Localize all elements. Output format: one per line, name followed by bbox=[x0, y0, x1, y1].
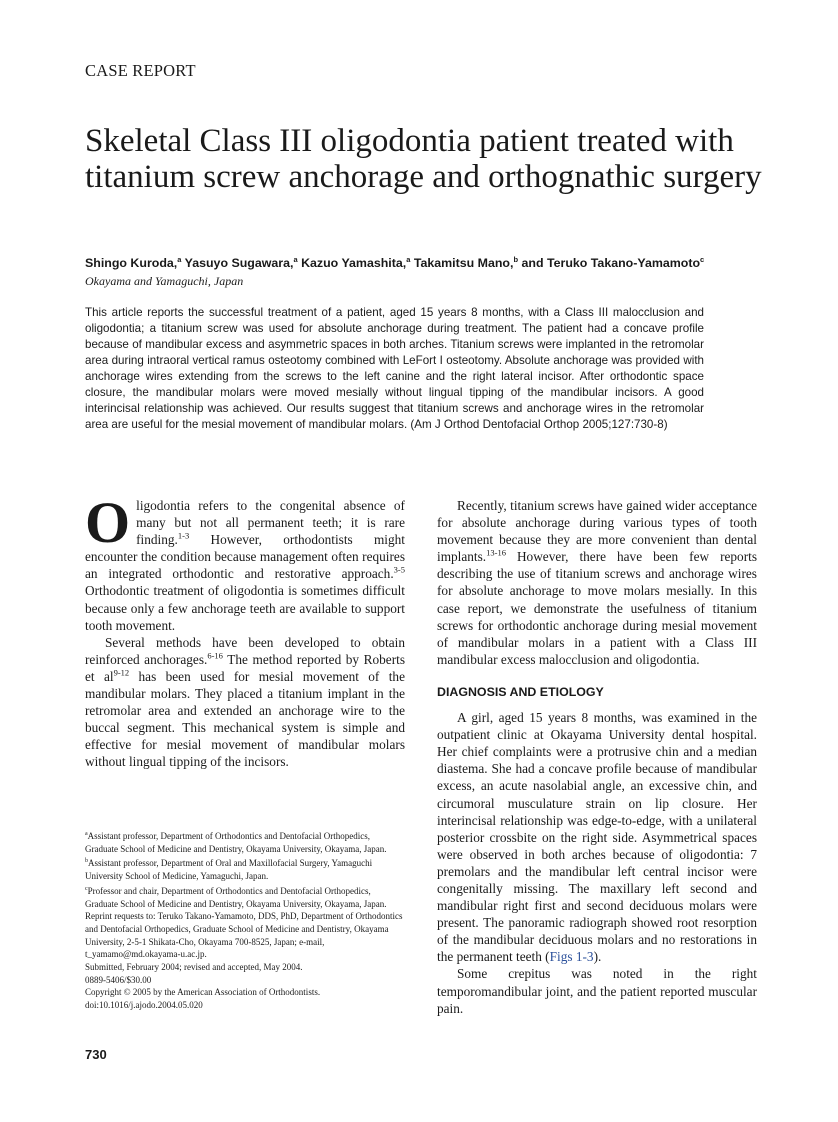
body-paragraph bbox=[85, 634, 405, 771]
footnote bbox=[85, 855, 405, 882]
body-column-left bbox=[85, 490, 405, 771]
body-text: ). bbox=[593, 949, 602, 965]
section-heading: DIAGNOSIS AND ETIOLOGY bbox=[437, 684, 604, 699]
submission-dates: Submitted, February 2004; revised and accepted, May 2004. bbox=[85, 962, 303, 973]
footnote bbox=[85, 883, 405, 910]
affiliation: Okayama and Yamaguchi, Japan bbox=[85, 274, 244, 288]
footnotes bbox=[85, 828, 405, 1012]
drop-cap: O bbox=[85, 490, 131, 555]
reference-citation[interactable]: 1-3 bbox=[177, 530, 190, 541]
doi: doi:10.1016/j.ajodo.2004.05.020 bbox=[85, 1000, 203, 1011]
author-list bbox=[85, 255, 765, 270]
author-affiliation-mark: a bbox=[177, 255, 182, 264]
footnote-mark: a bbox=[85, 831, 88, 837]
body-paragraph bbox=[85, 490, 405, 634]
author-name: Takamitsu Mano, bbox=[413, 256, 514, 271]
body-text: ligodontia refers to the congenital absence of many but not all permanent teeth; it is rare finding. bbox=[136, 498, 405, 548]
body-text: A girl, aged 15 years 8 months, was examined in the outpatient clinic at Okayama University dental hospital. Her chief complaints were a protrusive chin and a median diastema. She had a concave profile because of mandibular excess, an acute nasolabial angle, an excessive chin, and circumoral musculature strain on lip closure. Her interincisal relationship was edge-to-edge, with a unilateral posterior crossbite on the right side. Asymmetrical spaces were observed in both arches because of oligodontia: 7 premolars and the mandibular left central incisor were congenitally missing. The maxillary left second and mandibular right first and second deciduous molars were present. The panoramic radiograph showed root resorption of the mandibular deciduous molars and no restorations in the permanent teeth ( bbox=[437, 710, 757, 965]
footnote-text: Assistant professor, Department of Orthodontics and Dentofacial Orthopedics, Graduate School of Medicine and Dentistry, Okayama University, Okayama, Japan. bbox=[85, 831, 387, 854]
author-name: Yasuyo Sugawara, bbox=[184, 256, 294, 271]
figure-link[interactable]: Figs 1-3 bbox=[549, 949, 594, 965]
section-label: CASE REPORT bbox=[85, 61, 196, 80]
body-text: Recently, titanium screws have gained wider acceptance for absolute anchorage during various types of tooth movement because they are more convenient than dental implants. bbox=[437, 498, 757, 565]
abstract: This article reports the successful treatment of a patient, aged 15 years 8 months, with a Class III malocclusion and oligodontia; a titanium screw was used for absolute anchorage during treatment. The patient had a concave profile because of mandibular excess and asymmetric spaces in both arches. Titanium screws were implanted in the retromolar area during intraoral vertical ramus osteotomy combined with LeFort I osteotomy. Absolute anchorage was provided with anchorage wires extending from the screws to the left canine and the right lateral incisor. After orthodontic space closure, the mandibular molars were moved mesially without lingual tipping of the mandibular incisors. A good interincisal relationship was achieved. Our results suggest that titanium screws and anchorage wires in the retromolar area are useful for the mesial movement of mandibular molars. (Am J Orthod Dentofacial Orthop 2005;127:730-8) bbox=[85, 306, 704, 432]
body-paragraph bbox=[437, 497, 757, 668]
reference-citation[interactable]: 3-5 bbox=[393, 564, 405, 575]
author-name: and Teruko Takano-Yamamoto bbox=[521, 256, 701, 271]
footnote-text: Assistant professor, Department of Oral and Maxillofacial Surgery, Yamaguchi University School of Medicine, Yamaguchi, Japan. bbox=[85, 858, 373, 882]
issn: 0889-5406/$30.00 bbox=[85, 974, 152, 985]
reference-citation[interactable]: 13-16 bbox=[486, 547, 506, 558]
footnote-text: Professor and chair, Department of Orthodontics and Dentofacial Orthopedics, Graduate School of Medicine and Dentistry, Okayama University, Okayama, Japan. bbox=[85, 885, 387, 909]
body-text: However, orthodontists might encounter the condition because management often requires an integrated orthodontic and restorative approach. bbox=[85, 532, 405, 582]
copyright: Copyright © 2005 by the American Association of Orthodontists. bbox=[85, 987, 321, 998]
footnote bbox=[85, 828, 405, 855]
reference-citation[interactable]: 6-16 bbox=[207, 650, 223, 661]
body-paragraph: Some crepitus was noted in the right temporomandibular joint, and the patient reported muscular pain. bbox=[437, 966, 757, 1016]
body-text: Orthodontic treatment of oligodontia is sometimes difficult because only a few anchorage teeth are available to support tooth movement. bbox=[85, 583, 405, 633]
body-paragraph bbox=[437, 709, 757, 965]
page-number: 730 bbox=[85, 1047, 107, 1062]
body-text: Several methods have been developed to obtain reinforced anchorages. bbox=[85, 634, 405, 667]
body-column-right bbox=[437, 497, 757, 1017]
body-text: However, there have been few reports describing the use of titanium screws and anchorage wires for absolute anchorage to move molars mesially. In this case report, we demonstrate the usefulness of titanium screws for orthodontic anchorage during mesial movement of mandibular molars in a patient with a Class III mandibular excess malocclusion and oligodontia. bbox=[437, 549, 757, 667]
footnote-mark: c bbox=[85, 885, 88, 892]
author-name: Shingo Kuroda, bbox=[85, 256, 178, 271]
author-affiliation-mark: a bbox=[293, 255, 298, 264]
footnote-mark: b bbox=[85, 858, 88, 865]
reprint-requests: Reprint requests to: Teruko Takano-Yamamoto, DDS, PhD, Department of Orthodontics and Dentofacial Orthopedics, Graduate School of Medicine and Dentistry, Okayama University, 2-5-1 Shikata-Cho, Okayama 700-8525, Japan; e-mail, t_yamamo@md.okayama-u.ac.jp. bbox=[85, 911, 403, 960]
author-affiliation-mark: b bbox=[513, 255, 519, 264]
reference-citation[interactable]: 9-12 bbox=[113, 667, 130, 678]
body-text: has been used for mesial movement of the mandibular molars. They placed a titanium implant in the retromolar area and extended an anchorage wire to the buccal segment. This mechanical system is simple and effective for mesial movement of mandibular molars without lingual tipping of the incisors. bbox=[85, 668, 405, 770]
author-affiliation-mark: a bbox=[406, 255, 411, 264]
article-title: Skeletal Class III oligodontia patient treated with titanium screw anchorage and orthognathic surgery bbox=[85, 123, 762, 195]
author-affiliation-mark: c bbox=[700, 255, 705, 264]
author-name: Kazuo Yamashita, bbox=[301, 256, 407, 271]
body-text: The method reported by Roberts et al bbox=[85, 651, 405, 684]
